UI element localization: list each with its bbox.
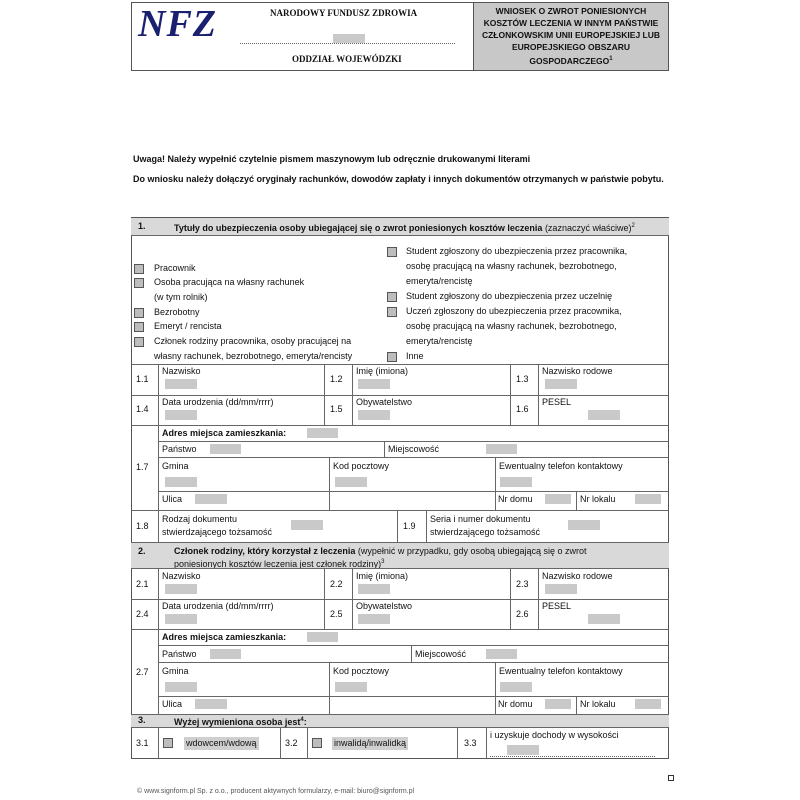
field-label: Gmina (162, 666, 189, 676)
option-label: Inne (406, 351, 424, 361)
birth-surname-input[interactable] (545, 379, 577, 389)
field-label: Nr domu (498, 494, 533, 504)
row-number: 2.4 (136, 609, 149, 619)
city-input[interactable] (486, 444, 517, 454)
checkbox-student-employer[interactable] (387, 247, 397, 257)
field-label: Kod pocztowy (333, 666, 390, 676)
corner-mark (668, 775, 674, 781)
section3-number: 3. (138, 715, 146, 725)
member-address-input[interactable] (307, 632, 338, 642)
row-number: 1.8 (136, 521, 149, 531)
member-street-input[interactable] (195, 699, 227, 709)
option-label: Emeryt / rencista (154, 321, 222, 331)
field-label: Nazwisko (162, 366, 201, 376)
field-label: PESEL (542, 601, 572, 611)
checkbox-student-university[interactable] (387, 292, 397, 302)
field-label: Kod pocztowy (333, 461, 390, 471)
section1-title: Tytuły do ubezpieczenia osoby ubiegającej się o zwrot poniesionych kosztów leczenia (zaznaczyć właściwe)$^2$ (174, 223, 635, 233)
field-label: Państwo (162, 649, 197, 659)
income-input[interactable] (507, 745, 539, 755)
field-label: Nr domu (498, 699, 533, 709)
field-label: Data urodzenia (dd/mm/rrrr) (162, 397, 274, 407)
member-postal-code-input[interactable] (335, 682, 367, 692)
field-label: Seria i numer dokumentu (430, 514, 531, 524)
field-label: Miejscowość (415, 649, 467, 659)
checkbox-pensioner[interactable] (134, 322, 144, 332)
field-label: Ulica (162, 699, 183, 709)
checkbox-self-employed[interactable] (134, 278, 144, 288)
row-number: 2.6 (516, 609, 529, 619)
member-birth-surname-input[interactable] (545, 584, 577, 594)
member-pesel-input[interactable] (588, 614, 620, 624)
option-label: Pracownik (154, 263, 196, 273)
citizenship-input[interactable] (358, 410, 390, 420)
option-label: Bezrobotny (154, 307, 200, 317)
checkbox-family-member[interactable] (134, 337, 144, 347)
option-label: wdowcem/wdową (186, 738, 257, 748)
address-title: Adres miejsca zamieszkania: (162, 428, 287, 438)
first-name-input[interactable] (358, 379, 390, 389)
option-label: emeryta/rencistę (406, 336, 473, 346)
checkbox-other[interactable] (387, 352, 397, 362)
form-title: WNIOSEK O ZWROT PONIESIONYCH KOSZTÓW LECZENIA W INNYM PAŃSTWIE CZŁONKOWSKIM UNII EUROPEJSKIEJ LUB EUROPEJSKIEGO OBSZARU GOSPODARCZEGO$^1$ (481, 6, 661, 66)
row-number: 1.5 (330, 404, 343, 414)
option-label: własny rachunek, bezrobotnego, emeryta/rencisty (154, 351, 353, 361)
row-number: 3.2 (285, 738, 298, 748)
field-label: Imię (imiona) (356, 366, 409, 376)
member-flat-number-input[interactable] (635, 699, 661, 709)
member-birth-date-input[interactable] (165, 614, 197, 624)
option-label: (w tym rolnik) (154, 292, 208, 302)
checkbox-unemployed[interactable] (134, 308, 144, 318)
birth-date-input[interactable] (165, 410, 197, 420)
field-label: Nazwisko (162, 571, 201, 581)
row-number: 2.5 (330, 609, 343, 619)
row-number: 1.1 (136, 374, 149, 384)
branch-input[interactable] (333, 34, 365, 43)
field-label: Ulica (162, 494, 183, 504)
branch-label: ODDZIAŁ WOJEWÓDZKI (292, 54, 402, 64)
checkbox-pupil[interactable] (387, 307, 397, 317)
member-house-number-input[interactable] (545, 699, 571, 709)
field-label: Nr lokalu (580, 699, 616, 709)
member-phone-input[interactable] (500, 682, 532, 692)
option-label: Uczeń zgłoszony do ubezpieczenia przez pracownika, (406, 306, 622, 316)
branch-dotted-line (240, 43, 455, 44)
commune-input[interactable] (165, 477, 197, 487)
field-label: PESEL (542, 397, 572, 407)
nfz-logo: NFZ (138, 3, 217, 45)
section2-title: Członek rodziny, który korzystał z leczenia (wypełnić w przypadku, gdy osobą ubiegającą się o zwrot (174, 546, 587, 556)
doc-type-input[interactable] (291, 520, 323, 530)
field-label: Nazwisko rodowe (542, 366, 613, 376)
section1-number: 1. (138, 221, 146, 231)
row-number: 1.3 (516, 374, 529, 384)
member-first-name-input[interactable] (358, 584, 390, 594)
row-number: 3.1 (136, 738, 149, 748)
option-label: Student zgłoszony do ubezpieczenia przez uczelnię (406, 291, 613, 301)
row-number: 1.7 (136, 462, 149, 472)
checkbox-disabled[interactable] (312, 738, 322, 748)
field-label: Miejscowość (388, 444, 440, 454)
option-label: Osoba pracująca na własny rachunek (154, 277, 305, 287)
field-label: Rodzaj dokumentu (162, 514, 238, 524)
row-number: 2.3 (516, 579, 529, 589)
field-label: Imię (imiona) (356, 571, 409, 581)
field-label: Obywatelstwo (356, 601, 413, 611)
row-number: 1.6 (516, 404, 529, 414)
field-label: Nazwisko rodowe (542, 571, 613, 581)
country-input[interactable] (210, 444, 241, 454)
field-label: i uzyskuje dochody w wysokości (490, 730, 619, 740)
field-label: Obywatelstwo (356, 397, 413, 407)
field-label: Data urodzenia (dd/mm/rrrr) (162, 601, 274, 611)
postal-code-input[interactable] (335, 477, 367, 487)
member-commune-input[interactable] (165, 682, 197, 692)
row-number: 2.7 (136, 667, 149, 677)
member-city-input[interactable] (486, 649, 517, 659)
field-label: stwierdzającego tożsamość (430, 527, 541, 537)
row-number: 2.2 (330, 579, 343, 589)
note-attachments: Do wniosku należy dołączyć oryginały rachunków, dowodów zapłaty i innych dokumentów otrzymanych w państwie pobytu. (133, 174, 664, 184)
option-label: osobę pracującą na własny rachunek, bezrobotnego, (406, 321, 617, 331)
org-name: NARODOWY FUNDUSZ ZDROWIA (270, 8, 418, 18)
row-number: 1.9 (403, 521, 416, 531)
checkbox-pracownik[interactable] (134, 264, 144, 274)
address-title: Adres miejsca zamieszkania: (162, 632, 287, 642)
surname-input[interactable] (165, 379, 197, 389)
note-uwaga: Uwaga! Należy wypełnić czytelnie pismem maszynowym lub odręcznie drukowanymi literami (133, 154, 531, 164)
field-label: Nr lokalu (580, 494, 616, 504)
checkbox-widower[interactable] (163, 738, 173, 748)
doc-number-input[interactable] (568, 520, 600, 530)
option-label: inwalidą/inwalidką (334, 738, 407, 748)
field-label: Państwo (162, 444, 197, 454)
row-number: 1.4 (136, 404, 149, 414)
option-label: osobę pracującą na własny rachunek, bezrobotnego, (406, 261, 617, 271)
row-number: 2.1 (136, 579, 149, 589)
footer-copyright: © www.signform.pl Sp. z o.o., producent aktywnych formularzy, e-mail: biuro@signform.pl (137, 788, 415, 795)
field-label: Ewentualny telefon kontaktowy (499, 461, 623, 471)
phone-input[interactable] (500, 477, 532, 487)
house-number-input[interactable] (545, 494, 571, 504)
option-label: Członek rodziny pracownika, osoby pracującej na (154, 336, 352, 346)
member-citizenship-input[interactable] (358, 614, 390, 624)
member-surname-input[interactable] (165, 584, 197, 594)
field-label: Ewentualny telefon kontaktowy (499, 666, 623, 676)
pesel-input[interactable] (588, 410, 620, 420)
income-dotted-line (490, 756, 655, 757)
option-label: Student zgłoszony do ubezpieczenia przez pracownika, (406, 246, 628, 256)
field-label: Gmina (162, 461, 189, 471)
street-input[interactable] (195, 494, 227, 504)
row-number: 1.2 (330, 374, 343, 384)
section2-subtitle: poniesionych kosztów leczenia jest członek rodziny)$^3$ (174, 559, 385, 569)
row-number: 3.3 (464, 738, 477, 748)
member-country-input[interactable] (210, 649, 241, 659)
option-label: emeryta/rencistę (406, 276, 473, 286)
section3-title: Wyżej wymieniona osoba jest$^4$: (174, 717, 307, 727)
field-label: stwierdzającego tożsamość (162, 527, 273, 537)
section2-number: 2. (138, 546, 146, 556)
flat-number-input[interactable] (635, 494, 661, 504)
address-input[interactable] (307, 428, 338, 438)
